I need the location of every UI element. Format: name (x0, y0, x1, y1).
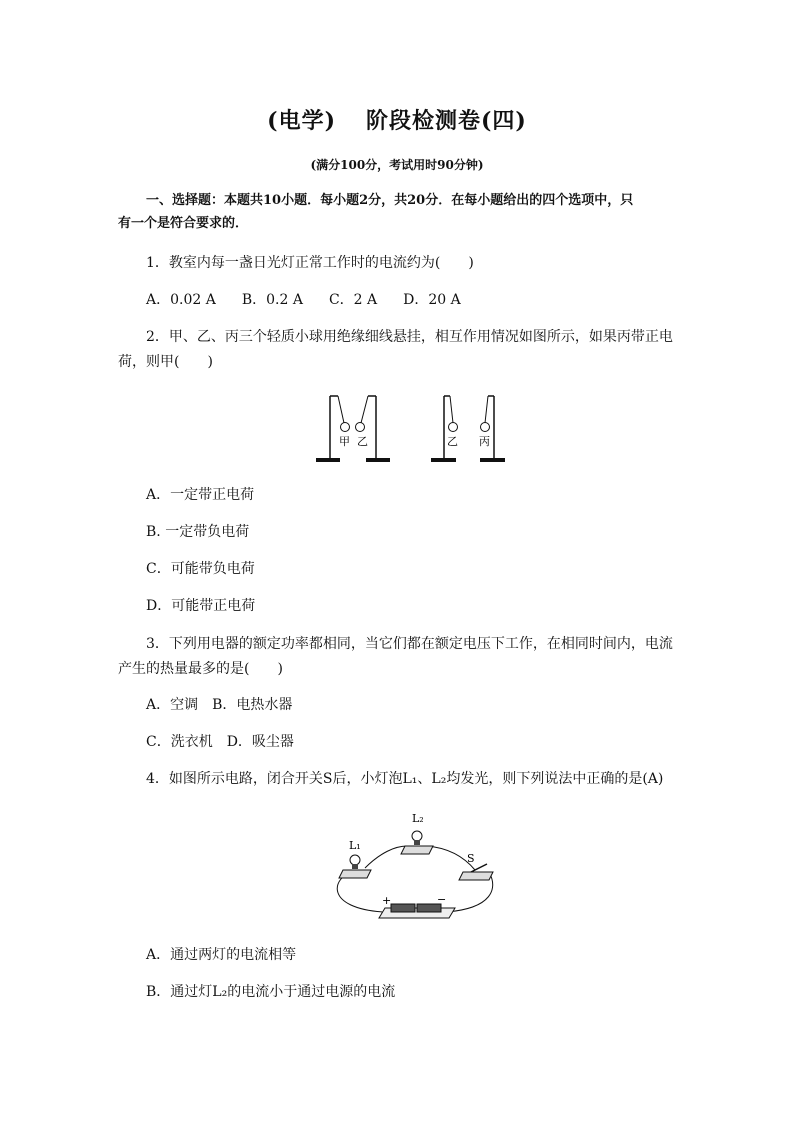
label-yi-2: 乙 (447, 435, 458, 448)
switch-s (459, 852, 493, 880)
label-bing: 丙 (479, 435, 490, 448)
label-jia: 甲 (339, 435, 350, 448)
label-minus: − (437, 893, 447, 906)
q1-option-b[interactable]: B．0.2 A (241, 292, 303, 308)
q1-stem: 1．教室内每一盏日光灯正常工作时的电流约为( ) (146, 255, 474, 271)
q4-option-a[interactable]: A．通过两灯的电流相等 (146, 947, 297, 963)
q3-options-line1[interactable]: A．空调 B．电热水器 (146, 697, 293, 713)
label-l2: L₂ (412, 812, 424, 825)
repulsion-diagram (431, 396, 505, 460)
q3-stem-line1: 3．下列用电器的额定功率都相同，当它们都在额定电压下工作，在相同时间内，电流 (146, 636, 673, 652)
q4-option-b[interactable]: B．通过灯L₂的电流小于通过电源的电流 (146, 984, 396, 1000)
exam-info: (满分100分，考试用时90分钟) (310, 158, 484, 172)
label-yi-1: 乙 (357, 435, 368, 448)
q4-stem: 4．如图所示电路，闭合开关S后，小灯泡L₁、L₂均发光，则下列说法中正确的是(A) (146, 771, 664, 787)
ball-bing (481, 423, 490, 432)
label-s: S (467, 852, 475, 865)
ball-yi-left (356, 423, 365, 432)
q2-option-b[interactable]: B. 一定带负电荷 (146, 524, 250, 540)
q1-option-c[interactable]: C．2 A (328, 292, 378, 308)
title-subject: (电学) (267, 108, 336, 134)
q1-options (146, 290, 461, 310)
q3-stem-line2: 产生的热量最多的是( ) (118, 661, 283, 677)
ball-jia (341, 423, 350, 432)
section-instruction-line1: 一、选择题：本题共10小题．每小题2分，共20分．在每小题给出的四个选项中，只 (146, 193, 634, 208)
page-title (0, 104, 794, 135)
lamp-l1 (339, 839, 371, 878)
attraction-diagram (316, 396, 390, 460)
title-main: 阶段检测卷(四) (366, 108, 527, 134)
section-instruction-line2: 有一个是符合要求的． (118, 216, 249, 231)
q2-option-c[interactable]: C．可能带负电荷 (146, 561, 255, 577)
circuit-figure (325, 808, 500, 923)
ball-yi-right (449, 423, 458, 432)
label-plus: + (382, 894, 392, 907)
lamp-l2 (401, 812, 433, 854)
label-l1: L₁ (349, 839, 361, 852)
q2-stem-line2: 荷，则甲( ) (118, 354, 213, 370)
battery (379, 893, 455, 918)
q2-option-d[interactable]: D．可能带正电荷 (146, 598, 256, 614)
q3-options-line2[interactable]: C．洗衣机 D．吸尘器 (146, 734, 294, 750)
wire-l1-l2 (365, 846, 407, 868)
q2-option-a[interactable]: A．一定带正电荷 (146, 487, 255, 503)
q1-option-a[interactable]: A．0.02 A (146, 292, 216, 308)
q2-stem-line1: 2．甲、乙、丙三个轻质小球用绝缘细线悬挂，相互作用情况如图所示，如果丙带正电 (146, 329, 673, 345)
q1-option-d[interactable]: D．20 A (403, 292, 461, 308)
charged-balls-figure (310, 390, 515, 465)
